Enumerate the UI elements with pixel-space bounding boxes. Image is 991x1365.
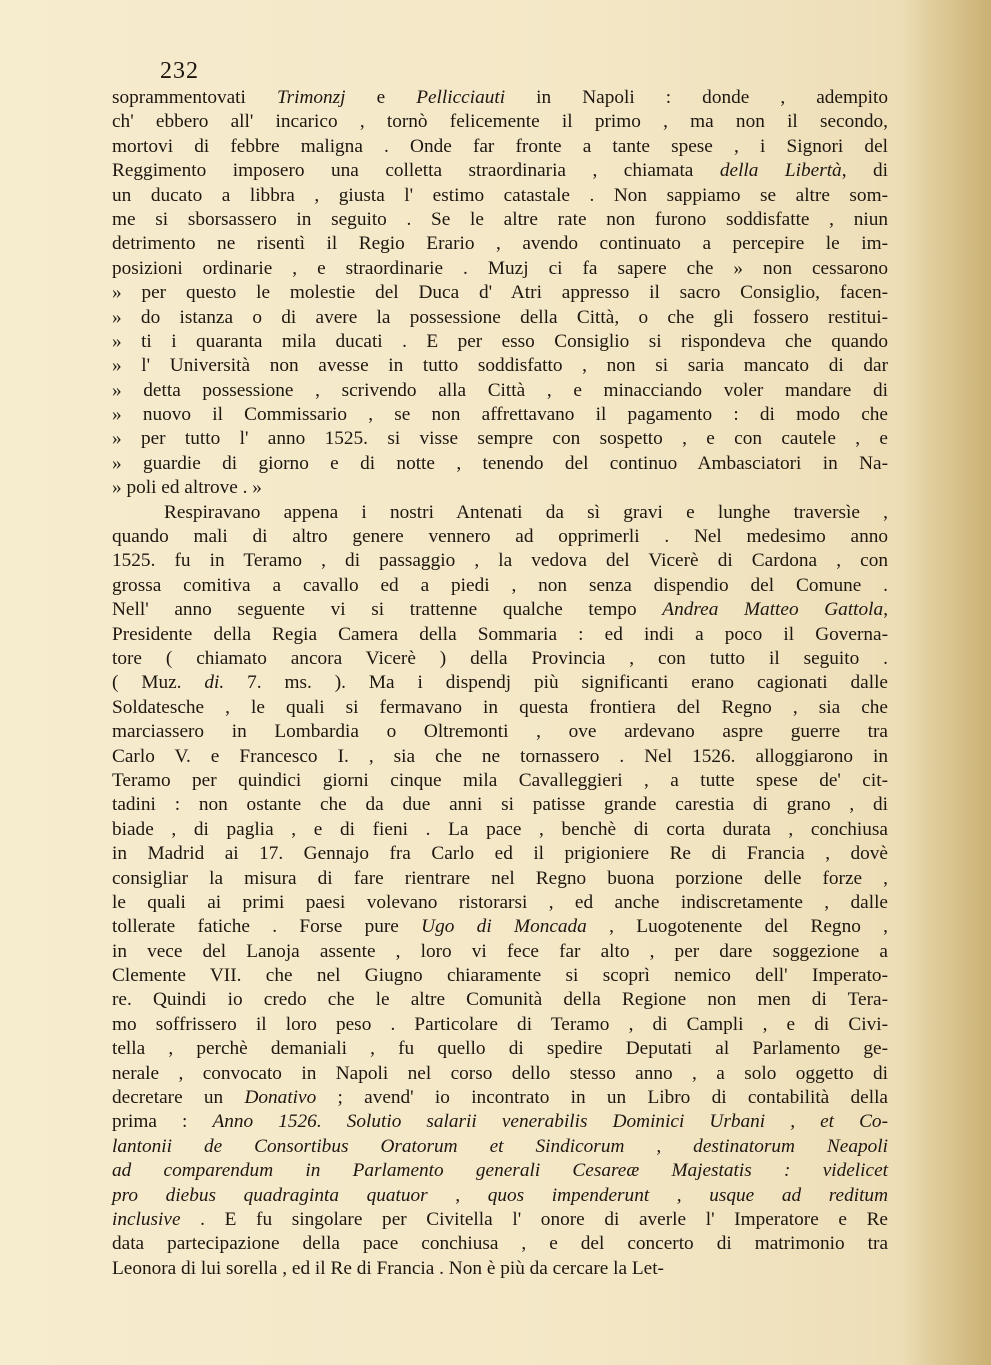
- text-run: Teramo per quindici giorni cinque mila Cavalleggieri , a tutte spese de' cit-: [112, 769, 888, 791]
- text-line: [112, 159, 888, 183]
- text-run: Reggimento imposero una colletta straordinaria , chiamata: [112, 160, 720, 182]
- text-line: [112, 501, 888, 525]
- text-line: [112, 671, 888, 695]
- text-line: [112, 354, 888, 378]
- text-line: [112, 427, 888, 451]
- text-line: [112, 745, 888, 769]
- text-line: [112, 257, 888, 281]
- text-run: » ti i quaranta mila ducati . E per esso Consiglio si rispondeva che quando: [112, 330, 888, 352]
- italic-text-run: pro diebus quadraginta quatuor , quos impenderunt , usque ad reditum: [112, 1184, 888, 1206]
- text-run: Leonora di lui sorella , ed il Re di Francia . Non è più da cercare la Let-: [112, 1257, 664, 1279]
- text-run: marciassero in Lombardia o Oltremonti , ove ardevano aspre guerre tra: [112, 721, 888, 743]
- text-line: [112, 1086, 888, 1110]
- text-run: posizioni ordinarie , e straordinarie . Muzj ci fa sapere che » non cessarono: [112, 257, 888, 279]
- text-line: [112, 1110, 888, 1134]
- text-run: un ducato a libbra , giusta l' estimo catastale . Non sappiamo se altre som-: [112, 184, 888, 206]
- text-run: Soldatesche , le quali si fermavano in questa frontiera del Regno , sia che: [112, 696, 888, 718]
- text-line: [112, 281, 888, 305]
- text-run: ch' ebbero all' incarico , tornò felicemente il primo , ma non il secondo,: [112, 111, 888, 133]
- italic-text-run: Andrea Matteo Gattola: [662, 599, 884, 621]
- text-line: [112, 867, 888, 891]
- text-run: , di: [841, 160, 889, 182]
- text-line: [112, 525, 888, 549]
- text-run: ; avend' io incontrato in un Libro di contabilità della: [316, 1087, 888, 1109]
- text-line: [112, 964, 888, 988]
- text-run: » per tutto l' anno 1525. si visse sempre con sospetto , e con cautele , e: [112, 428, 888, 450]
- text-line: [112, 793, 888, 817]
- text-line: [112, 818, 888, 842]
- text-run: » per questo le molestie del Duca d' Atri appresso il sacro Consiglio, facen-: [112, 282, 888, 304]
- text-run: » guardie di giorno e di notte , tenendo del continuo Ambasciatori in Na-: [112, 452, 888, 474]
- text-line: [112, 891, 888, 915]
- text-line: [112, 574, 888, 598]
- text-run: in vece del Lanoja assente , loro vi fece far alto , per dare soggezione a: [112, 940, 888, 962]
- text-run: Carlo V. e Francesco I. , sia che ne tornassero . Nel 1526. alloggiarono in: [112, 745, 888, 767]
- text-line: [112, 135, 888, 159]
- page-number: 232: [160, 58, 199, 84]
- text-line: [112, 769, 888, 793]
- italic-text-run: della Libertà: [719, 160, 842, 182]
- italic-text-run: lantonii de Consortibus Oratorum et Sindicorum , destinatorum Neapoli: [112, 1135, 888, 1157]
- text-run: tollerate fatiche . Forse pure: [112, 916, 422, 938]
- text-line: [112, 110, 888, 134]
- text-run: nerale , convocato in Napoli nel corso dello stesso anno , a solo oggetto di: [112, 1062, 888, 1084]
- text-line: [112, 403, 888, 427]
- text-run: prima :: [112, 1111, 213, 1133]
- text-line: [112, 208, 888, 232]
- text-run: me si sborsassero in seguito . Se le altre rate non furono soddisfatte , niun: [112, 208, 888, 230]
- text-run: Nell' anno seguente vi si trattenne qualche tempo: [112, 599, 663, 621]
- text-line: [112, 330, 888, 354]
- text-line: [112, 86, 888, 110]
- italic-text-run: di.: [204, 672, 225, 694]
- text-line: [112, 623, 888, 647]
- italic-text-run: Ugo di Moncada: [421, 916, 587, 938]
- text-run: ,: [883, 599, 889, 621]
- text-line: [112, 379, 888, 403]
- text-line: [112, 1208, 888, 1232]
- text-run: Presidente della Regia Camera della Sommaria : ed indi a poco il Governa-: [112, 623, 888, 645]
- text-line: [112, 1037, 888, 1061]
- page-gutter-shadow: [903, 0, 991, 1365]
- text-line: [112, 476, 888, 500]
- text-line: [112, 306, 888, 330]
- text-run: decretare un: [112, 1087, 245, 1109]
- italic-text-run: inclusive: [112, 1208, 181, 1230]
- text-run: , Luogotenente del Regno ,: [586, 916, 888, 938]
- text-run: detrimento ne risentì il Regio Erario , avendo continuato a percepire le im-: [112, 233, 888, 255]
- text-run: mortovi di febbre maligna . Onde far fronte a tante spese , i Signori del: [112, 135, 888, 157]
- text-line: [112, 720, 888, 744]
- text-run: re. Quindi io credo che le altre Comunità della Regione non men di Tera-: [112, 989, 888, 1011]
- text-run: 1525. fu in Teramo , di passaggio , la vedova del Vicerè di Cardona , con: [112, 550, 888, 572]
- text-run: tadini : non ostante che da due anni si patisse grande carestia di grano , di: [112, 794, 888, 816]
- text-line: [112, 452, 888, 476]
- italic-text-run: Donativo: [244, 1087, 317, 1109]
- text-line: [112, 232, 888, 256]
- text-line: [112, 647, 888, 671]
- text-line: [112, 598, 888, 622]
- text-line: [112, 1062, 888, 1086]
- text-run: soprammentovati: [112, 87, 277, 108]
- text-run: » l' Università non avesse in tutto soddisfatto , non si saria mancato di dar: [112, 355, 888, 377]
- text-line: [112, 940, 888, 964]
- text-run: le quali ai primi paesi volevano ristorarsi , ed anche indiscretamente , dalle: [112, 891, 888, 913]
- text-run: tore ( chiamato ancora Vicerè ) della Provincia , con tutto il seguito .: [112, 647, 888, 669]
- text-line: [112, 1135, 888, 1159]
- text-run: » do istanza o di avere la possessione della Città, o che gli fossero restitui-: [112, 306, 888, 328]
- text-line: [112, 988, 888, 1012]
- text-run: Respiravano appena i nostri Antenati da sì gravi e lunghe traversìe ,: [164, 501, 888, 523]
- text-run: in Madrid ai 17. Gennajo fra Carlo ed il prigioniere Re di Francia , dovè: [112, 843, 888, 865]
- text-run: e: [345, 87, 417, 108]
- text-run: mo soffrissero il loro peso . Particolare di Teramo , di Campli , e di Civi-: [112, 1013, 888, 1035]
- text-run: data partecipazione della pace conchiusa , e del concerto di matrimonio tra: [112, 1233, 888, 1255]
- text-run: » nuovo il Commissario , se non affrettavano il pagamento : di modo che: [112, 404, 888, 426]
- italic-text-run: Anno 1526. Solutio salarii venerabilis Dominici Urbani , et Co-: [212, 1111, 888, 1133]
- text-run: ( Muz.: [112, 672, 205, 694]
- text-run: quando mali di altro genere vennero ad opprimerli . Nel medesimo anno: [112, 526, 888, 548]
- italic-text-run: ad comparendum in Parlamento generali Cesareæ Majestatis : videlicet: [112, 1160, 888, 1182]
- text-line: [112, 1257, 888, 1281]
- text-run: consigliar la misura di fare rientrare nel Regno buona porzione delle forze ,: [112, 867, 888, 889]
- text-line: [112, 549, 888, 573]
- text-run: biade , di paglia , e di fieni . La pace , benchè di corta durata , conchiusa: [112, 818, 888, 840]
- text-run: tella , perchè demaniali , fu quello di spedire Deputati al Parlamento ge-: [112, 1038, 888, 1060]
- text-line: [112, 696, 888, 720]
- text-line: [112, 915, 888, 939]
- text-run: Clemente VII. che nel Giugno chiaramente si scoprì nemico dell' Imperato-: [112, 965, 888, 987]
- text-run: grossa comitiva a cavallo ed a piedi , non senza dispendio del Comune .: [112, 574, 888, 596]
- text-run: » poli ed altrove . »: [112, 477, 262, 499]
- text-run: in Napoli : donde , adempito: [505, 87, 888, 108]
- text-run: 7. ms. ). Ma i dispendj più significanti erano cagionati dalle: [224, 672, 888, 694]
- text-line: [112, 842, 888, 866]
- text-run: » detta possessione , scrivendo alla Città , e minacciando voler mandare di: [112, 379, 888, 401]
- text-line: [112, 1013, 888, 1037]
- text-line: [112, 1184, 888, 1208]
- text-run: . E fu singolare per Civitella l' onore di averle l' Imperatore e Re: [180, 1208, 888, 1230]
- text-line: [112, 184, 888, 208]
- italic-text-run: Trimonzj: [276, 87, 346, 108]
- text-line: [112, 1159, 888, 1183]
- italic-text-run: Pellicciauti: [416, 87, 506, 108]
- body-text: [112, 86, 888, 1281]
- text-line: [112, 1232, 888, 1256]
